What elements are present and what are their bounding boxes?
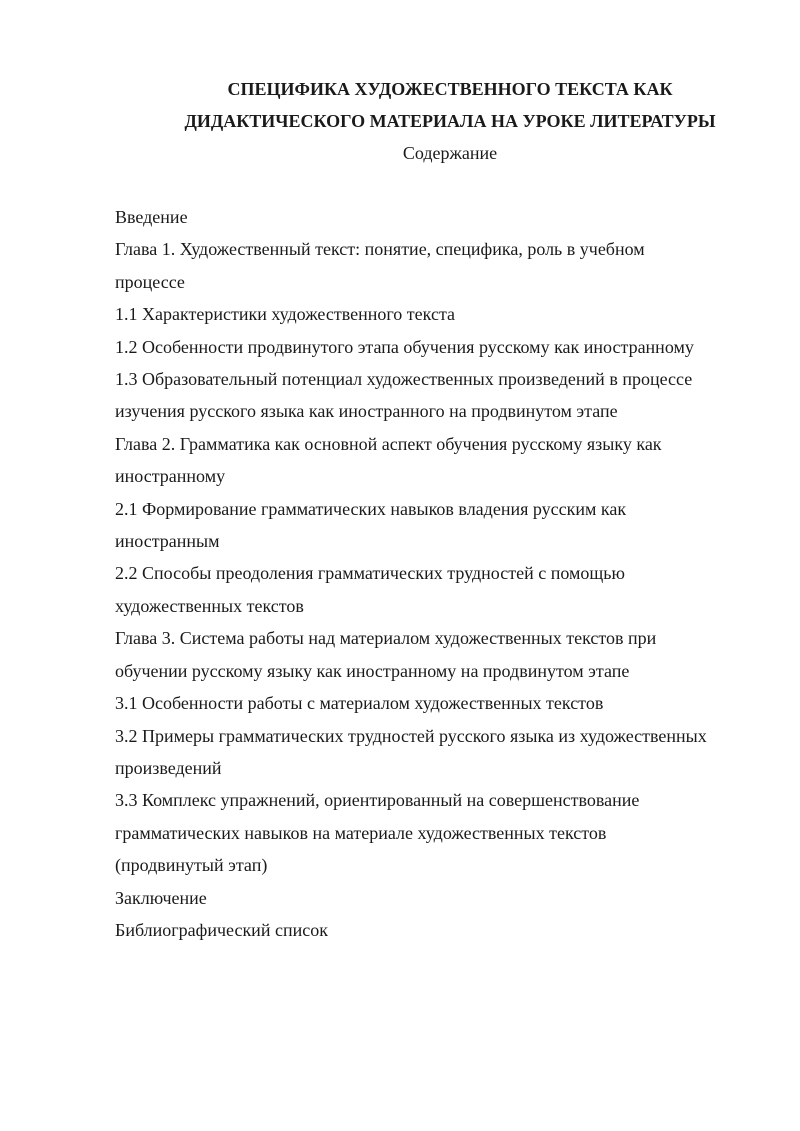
toc-line: Заключение <box>115 887 207 908</box>
toc-line: 3.3 Комплекс упражнений, ориентированный на совершенствование <box>115 790 640 811</box>
toc-line: грамматических навыков на материале художественных текстов <box>115 822 607 843</box>
contents-heading: Содержание <box>402 143 498 163</box>
toc-line: (продвинутый этап) <box>115 855 268 876</box>
toc-line: процессе <box>115 271 185 292</box>
toc-line: 3.1 Особенности работы с материалом художественных текстов <box>115 693 604 714</box>
title-line: ДИДАКТИЧЕСКОГО МАТЕРИАЛА НА УРОКЕ ЛИТЕРАТУРЫ <box>184 111 716 131</box>
toc-line: изучения русского языка как иностранного на продвинутом этапе <box>115 401 618 422</box>
toc-line: Библиографический список <box>115 919 328 940</box>
toc-line: Глава 2. Грамматика как основной аспект обучения русскому языку как <box>115 433 662 454</box>
table-of-contents <box>115 201 755 946</box>
toc-line: 3.2 Примеры грамматических трудностей русского языка из художественных <box>115 725 707 746</box>
toc-line: обучении русскому языку как иностранному на продвинутом этапе <box>115 660 630 681</box>
toc-line: Глава 1. Художественный текст: понятие, специфика, роль в учебном <box>115 239 645 260</box>
toc-line: 2.1 Формирование грамматических навыков владения русским как <box>115 498 627 519</box>
toc-line: иностранному <box>115 466 226 487</box>
toc-line: произведений <box>115 757 222 778</box>
toc-line: художественных текстов <box>115 595 304 616</box>
toc-line: иностранным <box>115 531 220 552</box>
toc-line: 1.1 Характеристики художественного текста <box>115 304 456 325</box>
document-title <box>100 73 800 137</box>
toc-line: Глава 3. Система работы над материалом художественных текстов при <box>115 628 657 649</box>
toc-line: 1.3 Образовательный потенциал художественных произведений в процессе <box>115 369 693 390</box>
title-line: СПЕЦИФИКА ХУДОЖЕСТВЕННОГО ТЕКСТА КАК <box>227 79 673 99</box>
toc-line: Введение <box>115 207 188 227</box>
toc-line: 2.2 Способы преодоления грамматических трудностей с помощью <box>115 563 625 584</box>
toc-line: 1.2 Особенности продвинутого этапа обучения русскому как иностранному <box>115 336 694 357</box>
